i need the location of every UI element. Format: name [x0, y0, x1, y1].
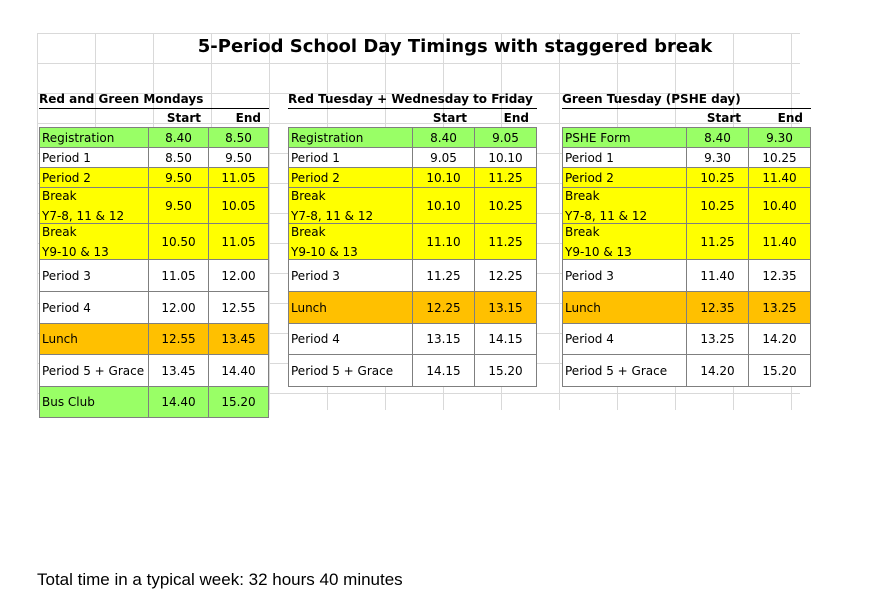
- start-time: 11.10: [413, 224, 475, 259]
- start-time: 13.15: [413, 324, 475, 354]
- table-row: [39, 260, 269, 292]
- table-tue-fri: [288, 90, 537, 387]
- start-time: 8.50: [149, 148, 209, 167]
- row-label: Lunch: [39, 324, 149, 354]
- end-time: 15.20: [749, 355, 811, 386]
- table-row: [39, 168, 269, 188]
- row-label: Registration: [288, 128, 413, 147]
- table-row: [288, 224, 537, 260]
- page-title: 5-Period School Day Timings with staggered break: [197, 36, 713, 57]
- start-time: 12.55: [149, 324, 209, 354]
- start-time: 8.40: [413, 128, 475, 147]
- row-label: Period 3: [288, 260, 413, 291]
- end-time: 10.25: [749, 148, 811, 167]
- table-heading: Green Tuesday (PSHE day): [562, 90, 811, 109]
- row-label: Lunch: [562, 292, 687, 323]
- end-time: 11.25: [475, 224, 537, 259]
- end-time: 9.05: [475, 128, 537, 147]
- column-headers: [39, 109, 269, 127]
- table-row: [562, 168, 811, 188]
- end-time: 12.55: [209, 292, 269, 323]
- table-row: [39, 355, 269, 387]
- table-row: [39, 188, 269, 224]
- start-time: 9.50: [149, 188, 209, 223]
- end-header: End: [503, 111, 529, 125]
- row-label: Period 1: [39, 148, 149, 167]
- start-header: Start: [166, 111, 201, 125]
- start-time: 12.25: [413, 292, 475, 323]
- end-time: 10.05: [209, 188, 269, 223]
- table-row: [288, 355, 537, 387]
- end-time: 10.40: [749, 188, 811, 223]
- end-time: 13.25: [749, 292, 811, 323]
- table-row: [288, 188, 537, 224]
- blank-header: [562, 109, 687, 127]
- row-label: Period 4: [288, 324, 413, 354]
- row-label: Period 1: [288, 148, 413, 167]
- start-time: 9.50: [149, 168, 209, 187]
- table-row: [39, 387, 269, 418]
- row-label: Registration: [39, 128, 149, 147]
- table-row: [288, 260, 537, 292]
- start-header: Start: [432, 111, 467, 125]
- end-time: 11.40: [749, 168, 811, 187]
- end-time: 11.05: [209, 168, 269, 187]
- table-row: [562, 292, 811, 324]
- row-label: Period 5 + Grace: [562, 355, 687, 386]
- row-label: Bus Club: [39, 387, 149, 417]
- blank-header: [288, 109, 413, 127]
- start-time: 9.30: [687, 148, 749, 167]
- row-label: [288, 188, 413, 223]
- row-label: Period 5 + Grace: [39, 355, 149, 386]
- table-row: [562, 127, 811, 148]
- table-heading: Red and Green Mondays: [39, 90, 269, 109]
- end-time: 12.35: [749, 260, 811, 291]
- end-time: 15.20: [209, 387, 269, 417]
- table-row: [562, 355, 811, 387]
- start-time: 12.00: [149, 292, 209, 323]
- end-time: 12.25: [475, 260, 537, 291]
- row-label: Period 2: [562, 168, 687, 187]
- row-label-line2: Y7-8, 11 & 12: [42, 209, 125, 223]
- row-label: Period 5 + Grace: [288, 355, 413, 386]
- end-time: 10.25: [475, 188, 537, 223]
- table-row: [39, 292, 269, 324]
- start-time: 11.40: [687, 260, 749, 291]
- row-label-line2: Y9-10 & 13: [565, 245, 632, 259]
- table-row: [288, 168, 537, 188]
- end-header: End: [777, 111, 803, 125]
- row-label-line2: Y7-8, 11 & 12: [291, 209, 374, 223]
- row-label-line1: Break: [291, 189, 326, 203]
- row-label: Period 4: [562, 324, 687, 354]
- end-time: 15.20: [475, 355, 537, 386]
- start-time: 10.10: [413, 188, 475, 223]
- end-time: 9.50: [209, 148, 269, 167]
- table-row: [288, 324, 537, 355]
- column-headers: [288, 109, 537, 127]
- row-label: Period 3: [39, 260, 149, 291]
- end-time: 13.15: [475, 292, 537, 323]
- start-time: 10.10: [413, 168, 475, 187]
- row-label: Period 4: [39, 292, 149, 323]
- end-time: 8.50: [209, 128, 269, 147]
- table-row: [39, 224, 269, 260]
- column-headers: [562, 109, 811, 127]
- end-time: 10.10: [475, 148, 537, 167]
- row-label-line1: Break: [291, 225, 326, 239]
- start-time: 14.40: [149, 387, 209, 417]
- end-time: 13.45: [209, 324, 269, 354]
- row-label-line1: Break: [42, 225, 77, 239]
- row-label-line1: Break: [565, 225, 600, 239]
- start-time: 10.25: [687, 188, 749, 223]
- table-row: [39, 324, 269, 355]
- end-time: 11.40: [749, 224, 811, 259]
- start-time: 13.45: [149, 355, 209, 386]
- end-header: End: [235, 111, 261, 125]
- table-row: [562, 224, 811, 260]
- end-time: 14.40: [209, 355, 269, 386]
- start-time: 8.40: [149, 128, 209, 147]
- row-label: Period 1: [562, 148, 687, 167]
- end-time: 14.20: [749, 324, 811, 354]
- row-label: [39, 224, 149, 259]
- table-row: [562, 188, 811, 224]
- start-time: 8.40: [687, 128, 749, 147]
- table-row: [288, 292, 537, 324]
- row-label-line2: Y9-10 & 13: [42, 245, 109, 259]
- row-label: Period 2: [288, 168, 413, 187]
- start-time: 13.25: [687, 324, 749, 354]
- start-time: 12.35: [687, 292, 749, 323]
- end-time: 12.00: [209, 260, 269, 291]
- row-label: PSHE Form: [562, 128, 687, 147]
- start-time: 14.15: [413, 355, 475, 386]
- table-row: [562, 148, 811, 168]
- start-time: 10.50: [149, 224, 209, 259]
- table-row: [39, 148, 269, 168]
- blank-header: [39, 109, 149, 127]
- table-row: [288, 127, 537, 148]
- end-time: 14.15: [475, 324, 537, 354]
- table-row: [39, 127, 269, 148]
- row-label-line1: Break: [565, 189, 600, 203]
- end-time: 11.05: [209, 224, 269, 259]
- table-row: [288, 148, 537, 168]
- row-label: [39, 188, 149, 223]
- row-label: [288, 224, 413, 259]
- row-label: Lunch: [288, 292, 413, 323]
- start-time: 14.20: [687, 355, 749, 386]
- row-label: [562, 224, 687, 259]
- end-time: 9.30: [749, 128, 811, 147]
- start-time: 9.05: [413, 148, 475, 167]
- table-green-tuesday: [562, 90, 811, 387]
- row-label-line2: Y9-10 & 13: [291, 245, 358, 259]
- weekly-total: Total time in a typical week: 32 hours 40 minutes: [37, 570, 403, 589]
- table-row: [562, 260, 811, 292]
- row-label-line2: Y7-8, 11 & 12: [565, 209, 648, 223]
- start-time: 11.25: [687, 224, 749, 259]
- table-heading: Red Tuesday + Wednesday to Friday: [288, 90, 537, 109]
- row-label: Period 3: [562, 260, 687, 291]
- start-time: 11.05: [149, 260, 209, 291]
- start-header: Start: [706, 111, 741, 125]
- start-time: 10.25: [687, 168, 749, 187]
- row-label: [562, 188, 687, 223]
- end-time: 11.25: [475, 168, 537, 187]
- start-time: 11.25: [413, 260, 475, 291]
- row-label-line1: Break: [42, 189, 77, 203]
- table-row: [562, 324, 811, 355]
- row-label: Period 2: [39, 168, 149, 187]
- table-mondays: [39, 90, 269, 418]
